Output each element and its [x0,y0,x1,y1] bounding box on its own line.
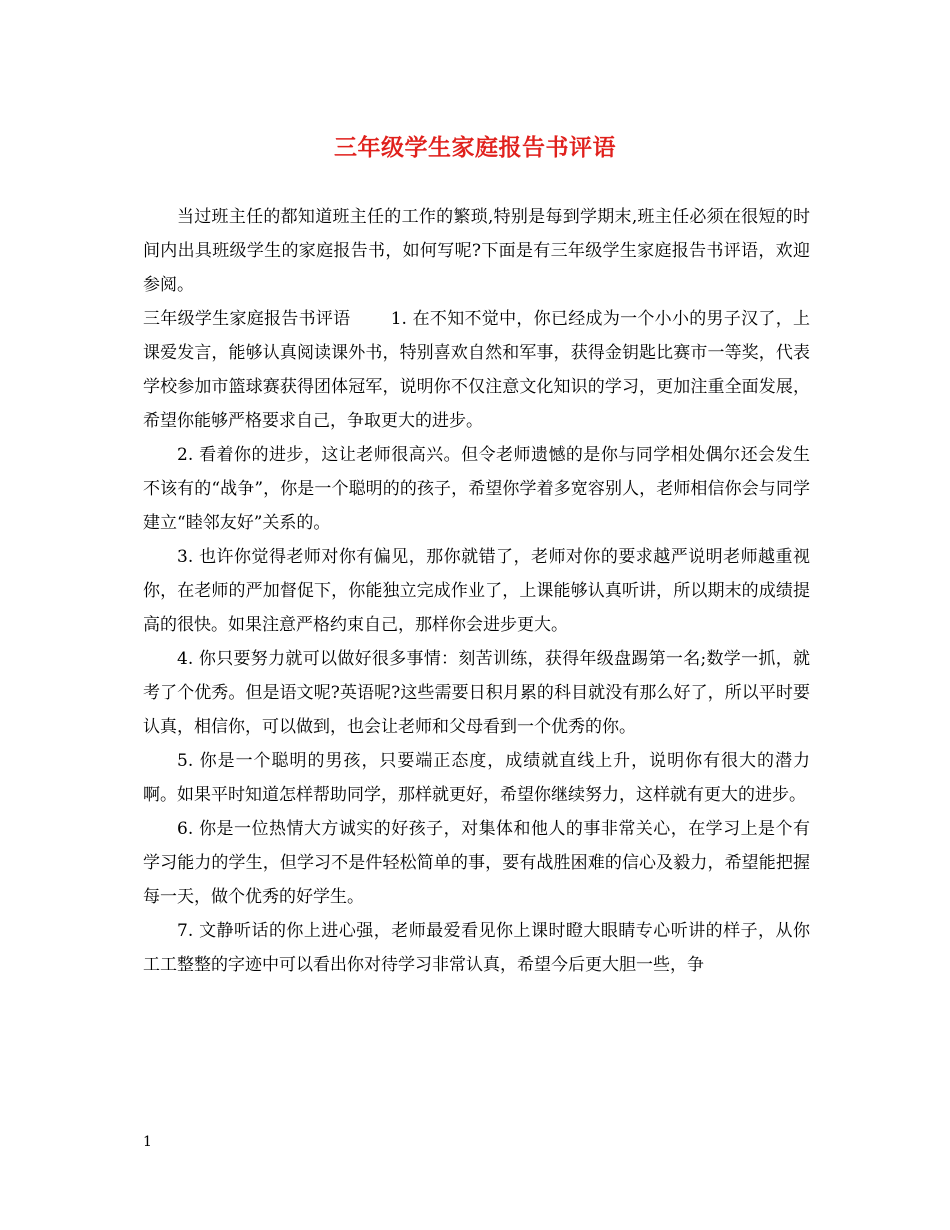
comment-paragraph-6: 6. 你是一位热情大方诚实的好孩子，对集体和他人的事非常关心，在学习上是个有学习能力的学生，但学习不是件轻松简单的事，要有战胜困难的信心及毅力，希望能把握每一天，做个优秀的好学生。 [143,819,810,907]
intro-paragraph: 当过班主任的都知道班主任的工作的繁琐,特别是每到学期末,班主任必须在很短的时间内出具班级学生的家庭报告书，如何写呢?下面是有三年级学生家庭报告书评语，欢迎参阅。 [143,207,810,295]
document-body [143,200,810,982]
page-number: 1 [143,1134,152,1150]
comment-paragraph-5: 5. 你是一个聪明的男孩，只要端正态度，成绩就直线上升，说明你有很大的潜力啊。如果平时知道怎样帮助同学，那样就更好，希望你继续努力，这样就有更大的进步。 [143,751,810,805]
document-title: 三年级学生家庭报告书评语 [334,134,616,161]
comment-paragraph-7: 7. 文静听话的你上进心强，老师最爱看见你上课时瞪大眼睛专心听讲的样子，从你工工整整的字迹中可以看出你对待学习非常认真，希望今后更大胆一些，争 [143,921,810,975]
comment-paragraph-3: 3. 也许你觉得老师对你有偏见，那你就错了，老师对你的要求越严说明老师越重视你，在老师的严加督促下，你能独立完成作业了，上课能够认真听讲，所以期末的成绩提高的很快。如果注意严格约束自己，那样你会进步更大。 [143,547,810,635]
comment-paragraph-1: 三年级学生家庭报告书评语 1. 在不知不觉中，你已经成为一个小小的男子汉了，上课爱发言，能够认真阅读课外书，特别喜欢自然和军事，获得金钥匙比赛市一等奖，代表学校参加市篮球赛获得团体冠军，说明你不仅注意文化知识的学习，更加注重全面发展，希望你能够严格要求自己，争取更大的进步。 [143,309,810,431]
comment-paragraph-4: 4. 你只要努力就可以做好很多事情：刻苦训练，获得年级盘踢第一名;数学一抓，就考了个优秀。但是语文呢?英语呢?这些需要日积月累的科目就没有那么好了，所以平时要认真，相信你，可以做到，也会让老师和父母看到一个优秀的你。 [143,649,810,737]
comment-paragraph-2: 2. 看着你的进步，这让老师很高兴。但令老师遗憾的是你与同学相处偶尔还会发生不该有的“战争”，你是一个聪明的的孩子，希望你学着多宽容别人，老师相信你会与同学建立“睦邻友好”关系的。 [143,445,810,533]
